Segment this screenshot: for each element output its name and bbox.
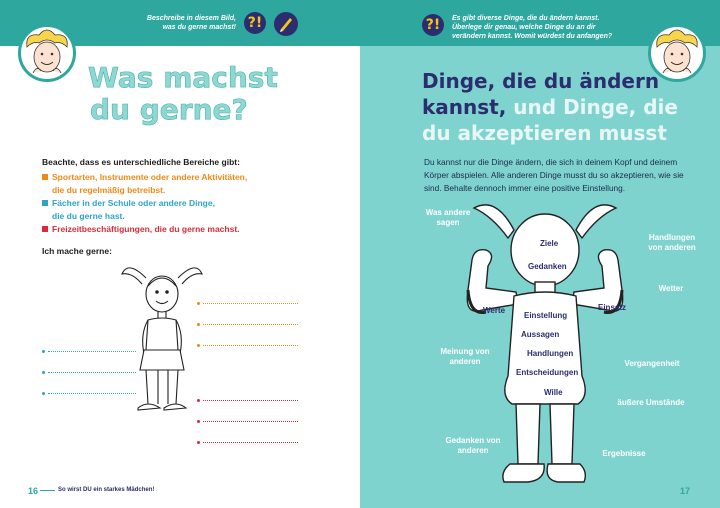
writing-line[interactable] <box>203 303 298 304</box>
page-number: 16 <box>28 486 39 496</box>
writing-line[interactable] <box>48 351 136 352</box>
page-title <box>88 62 278 126</box>
writing-line[interactable] <box>48 372 136 373</box>
girl-avatar <box>18 24 76 82</box>
writing-line[interactable] <box>203 345 298 346</box>
title-line: Dinge, die du ändern <box>422 69 660 93</box>
line-dot <box>197 420 200 423</box>
left-hint-line: Beschreibe in diesem Bild, <box>146 15 236 22</box>
outside-label-was-andere-sagen: Was andere sagen <box>425 208 471 227</box>
title-line: Was machst <box>88 61 278 94</box>
inside-label-einstellung: Einstellung <box>524 311 568 320</box>
red-square-icon <box>42 226 48 232</box>
line-dot <box>197 323 200 326</box>
writing-line[interactable] <box>203 400 298 401</box>
title-part: und Dinge, die <box>506 95 678 119</box>
bullet-freetime <box>42 223 342 236</box>
line-dot <box>42 371 45 374</box>
writing-line[interactable] <box>203 324 298 325</box>
line-dot <box>197 399 200 402</box>
right-hint-line: Überlege dir genau, welche Dinge du an dir <box>452 24 596 31</box>
line-dot <box>42 392 45 395</box>
title-part: kannst, <box>422 95 507 119</box>
right-hint-line: verändern kannst. Womit würdest du anfangen? <box>452 33 613 40</box>
left-hint <box>147 14 236 32</box>
bullet-sports <box>42 171 342 197</box>
line-dot <box>197 344 200 347</box>
outside-label-gedanken-von-anderen: Gedanken von anderen <box>445 436 501 455</box>
notice-heading: Beachte, dass es unterschiedliche Bereiche gibt: <box>42 157 240 167</box>
line-dot <box>197 441 200 444</box>
outside-label-handlungen-von-anderen: Handlungen von anderen <box>648 233 696 252</box>
bullet-line: die du regelmäßig betreibst. <box>52 185 166 195</box>
page-number: 17 <box>680 486 691 496</box>
bullet-line: die du gerne hast. <box>52 211 125 221</box>
inside-label-einsatz: Einsatz <box>598 303 627 312</box>
line-dot <box>197 302 200 305</box>
bullet-line: Freizeitbeschäftigungen, die du gerne machst. <box>52 224 240 234</box>
girl-drawing <box>118 258 206 428</box>
areas-notice <box>42 156 342 236</box>
orange-square-icon <box>42 174 48 180</box>
footer-title: So wirst DU ein starkes Mädchen! <box>58 487 155 493</box>
outside-label-meinung-von-anderen: Meinung von anderen <box>440 347 490 366</box>
right-page <box>360 0 720 508</box>
writing-line[interactable] <box>48 393 136 394</box>
question-exclamation-icon: ?! <box>244 12 266 34</box>
inside-label-entscheidungen: Entscheidungen <box>516 368 579 377</box>
inside-label-wille: Wille <box>544 388 563 397</box>
outside-label-vergangenheit: Vergangenheit <box>624 359 680 368</box>
bullet-line: Sportarten, Instrumente oder andere Aktivitäten, <box>52 172 248 182</box>
title-line: du gerne? <box>90 93 248 126</box>
prompt-label: Ich mache gerne: <box>42 246 112 256</box>
bullet-line: Fächer in der Schule oder andere Dinge, <box>52 198 215 208</box>
inside-label-handlungen: Handlungen <box>527 349 574 358</box>
pencil-icon <box>274 12 298 36</box>
right-hint <box>452 14 612 41</box>
outside-label-aeussere-umstaende: äußere Umstände <box>617 398 685 407</box>
inside-label-ziele: Ziele <box>540 239 559 248</box>
outside-label-wetter: Wetter <box>658 284 684 293</box>
footer-rule <box>40 490 55 491</box>
bullet-school <box>42 197 342 223</box>
right-hint-line: Es gibt diverse Dinge, die du ändern kannst. <box>452 15 600 22</box>
title-line: du akzeptieren musst <box>422 121 667 145</box>
page-title <box>422 68 714 146</box>
outside-label-ergebnisse: Ergebnisse <box>602 449 646 458</box>
question-exclamation-icon: ?! <box>422 14 444 36</box>
inside-label-aussagen: Aussagen <box>521 330 560 339</box>
inside-label-werte: Werte <box>483 306 506 315</box>
intro-text: Du kannst nur die Dinge ändern, die sich in deinem Kopf und deinem Körper abspielen. Alle anderen Dinge musst du so akzeptieren, wie sie sind. Behalte dennoch immer eine positive Einstellung. <box>424 157 684 193</box>
blue-square-icon <box>42 200 48 206</box>
line-dot <box>42 350 45 353</box>
writing-line[interactable] <box>203 442 298 443</box>
inside-label-gedanken: Gedanken <box>528 262 567 271</box>
writing-line[interactable] <box>203 421 298 422</box>
left-hint-line: was du gerne machst! <box>162 24 236 31</box>
